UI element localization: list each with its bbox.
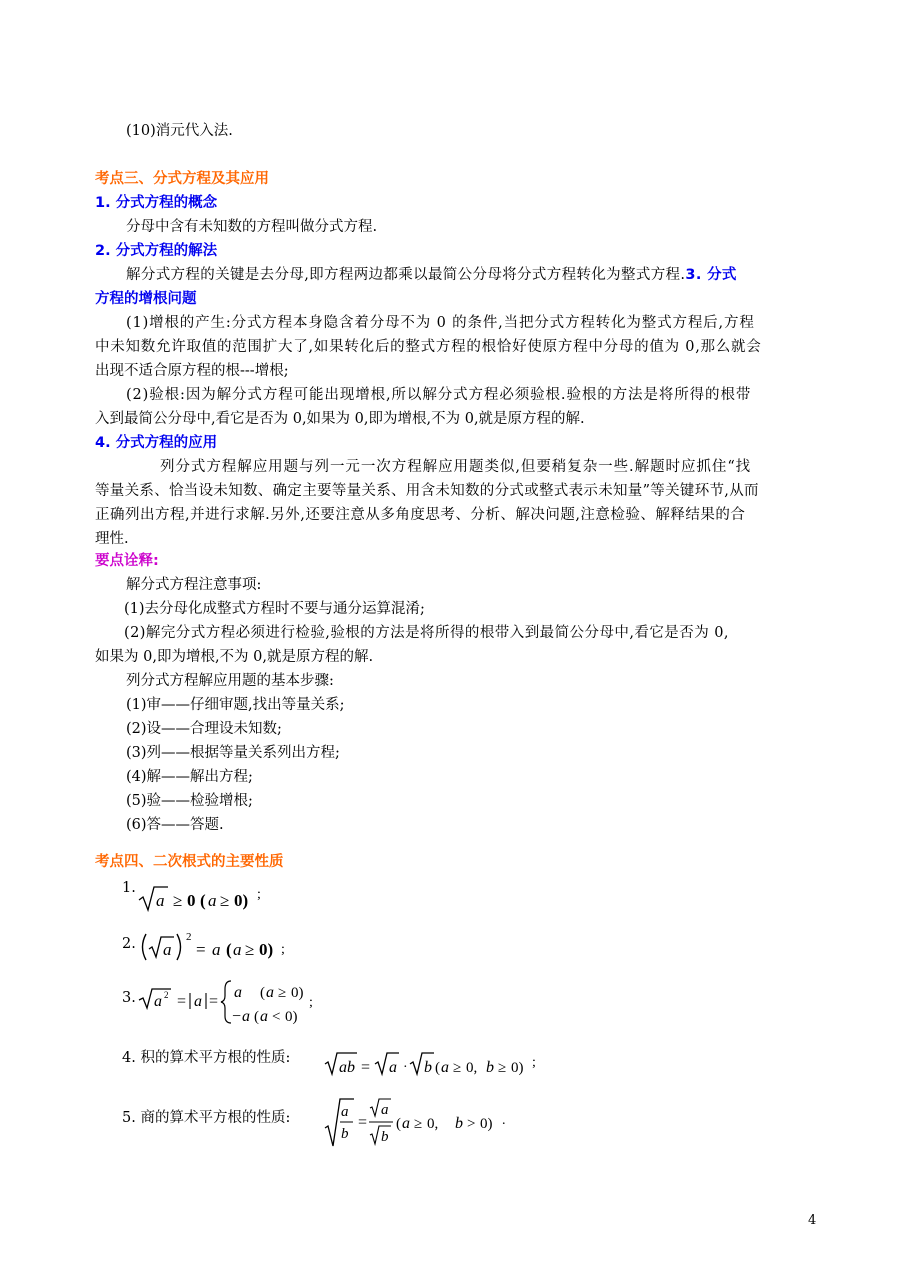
svg-text:=: = xyxy=(358,1114,368,1131)
page-number: 4 xyxy=(808,1213,817,1228)
svg-text:0): 0) xyxy=(234,891,249,910)
subheading-concept: 1. 分式方程的概念 xyxy=(95,195,218,211)
svg-text:b: b xyxy=(455,1115,463,1132)
svg-text:=: = xyxy=(177,993,187,1010)
step-item: (6)答——答题. xyxy=(126,817,224,833)
formula-5-graphic xyxy=(324,1094,574,1152)
step-item: (1)审——仔细审题,找出等量关系; xyxy=(126,697,345,713)
svg-text:>: > xyxy=(467,1116,476,1132)
svg-text:;: ; xyxy=(257,887,261,902)
svg-text:≥: ≥ xyxy=(245,940,255,959)
section-heading-3: 考点三、分式方程及其应用 xyxy=(95,171,269,187)
formula-number: 3. xyxy=(122,990,136,1006)
svg-text:=: = xyxy=(209,993,219,1010)
svg-text:≥: ≥ xyxy=(173,891,183,910)
svg-text:=: = xyxy=(196,940,206,959)
svg-text:·: · xyxy=(403,1060,408,1075)
svg-text:;: ; xyxy=(532,1055,536,1070)
svg-text:≥: ≥ xyxy=(220,891,230,910)
svg-text:2: 2 xyxy=(186,931,192,943)
formula-2 xyxy=(122,926,322,966)
svg-text:(: ( xyxy=(254,1009,259,1025)
formula-label: 4. 积的算术平方根的性质: xyxy=(122,1050,291,1066)
svg-text:0): 0) xyxy=(511,1060,524,1076)
formula-5 xyxy=(122,1094,582,1152)
svg-text:0): 0) xyxy=(285,1009,298,1025)
formula-4-graphic xyxy=(324,1044,574,1084)
text-line: 理性. xyxy=(95,531,129,547)
svg-text:≥: ≥ xyxy=(453,1060,462,1076)
svg-text:.: . xyxy=(502,1113,506,1128)
text-line: 解分式方程注意事项: xyxy=(126,577,262,593)
formula-2-graphic xyxy=(136,926,296,966)
svg-text:a: a xyxy=(266,984,274,1001)
svg-text:a: a xyxy=(208,891,217,910)
svg-text:a: a xyxy=(156,891,165,910)
svg-text:(: ( xyxy=(396,1116,401,1132)
svg-text:(: ( xyxy=(260,985,265,1001)
svg-text:b: b xyxy=(486,1059,494,1076)
formula-number: 2. xyxy=(122,936,136,952)
formula-1 xyxy=(122,878,322,918)
formula-1-graphic xyxy=(136,878,286,918)
text-line: 正确列出方程,并进行求解.另外,还要注意从多角度思考、分析、解决问题,注意检验、解释结果的合 xyxy=(95,507,746,523)
svg-text:a: a xyxy=(163,940,172,959)
svg-text:a: a xyxy=(154,993,162,1010)
svg-text:a: a xyxy=(242,1008,250,1025)
svg-text:b: b xyxy=(381,1129,389,1145)
subheading-extraneous-root-end: 方程的增根问题 xyxy=(95,291,197,307)
svg-text:2: 2 xyxy=(164,990,169,1000)
text-line: 等量关系、恰当设未知数、确定主要等量关系、用含未知数的分式或整式表示未知量”等关键环节,从而 xyxy=(95,483,759,499)
text-line: 列分式方程解应用题与列一元一次方程解应用题类似,但要稍复杂一些.解题时应抓住“找 xyxy=(160,459,752,475)
step-item: (2)设——合理设未知数; xyxy=(126,721,282,737)
svg-text:0,: 0, xyxy=(427,1116,439,1132)
paragraph-text: 解分式方程的关键是去分母,即方程两边都乘以最简公分母将分式方程转化为整式方程. xyxy=(126,267,686,283)
svg-text:a: a xyxy=(233,940,242,959)
svg-text:(: ( xyxy=(226,940,232,959)
svg-text:a: a xyxy=(441,1059,449,1076)
text-line: (2)验根:因为解分式方程可能出现增根,所以解分式方程必须验根.验根的方法是将所得的根带 xyxy=(126,387,752,403)
step-item: (3)列——根据等量关系列出方程; xyxy=(126,745,340,761)
text-line: 列分式方程解应用题的基本步骤: xyxy=(126,673,334,689)
svg-text:(: ( xyxy=(435,1060,440,1076)
subheading-extraneous-root-start: 3. 分式 xyxy=(685,267,737,283)
svg-text:a: a xyxy=(381,1102,389,1118)
subheading-solution: 2. 分式方程的解法 xyxy=(95,243,218,259)
svg-text:b: b xyxy=(424,1059,432,1076)
svg-text:≥: ≥ xyxy=(498,1060,507,1076)
svg-text:≥: ≥ xyxy=(278,985,287,1001)
svg-text:≥: ≥ xyxy=(414,1116,423,1132)
svg-text:;: ; xyxy=(309,995,313,1010)
svg-text:0): 0) xyxy=(291,985,304,1001)
svg-text:a: a xyxy=(234,984,242,1001)
svg-text:−: − xyxy=(232,1008,242,1025)
svg-text:(: ( xyxy=(200,891,206,910)
svg-text:=: = xyxy=(361,1059,371,1076)
text-line: 入到最简公分母中,看它是否为 0,如果为 0,即为增根,不为 0,就是原方程的解. xyxy=(95,411,585,427)
svg-text:a: a xyxy=(341,1104,349,1120)
text-line: 出现不适合原方程的根---增根; xyxy=(95,363,289,379)
text-line: 如果为 0,即为增根,不为 0,就是原方程的解. xyxy=(95,649,374,665)
svg-text:a: a xyxy=(402,1115,410,1132)
formula-number: 1. xyxy=(122,880,136,896)
text-line: (2)解完分式方程必须进行检验,验根的方法是将所得的根带入到最简公分母中,看它是否为 0, xyxy=(124,625,729,641)
formula-4 xyxy=(122,1044,582,1084)
text-line: 分母中含有未知数的方程叫做分式方程. xyxy=(126,219,378,235)
svg-text:ab: ab xyxy=(339,1059,355,1076)
svg-text:0: 0 xyxy=(187,891,196,910)
note-heading: 要点诠释: xyxy=(95,553,159,569)
svg-text:0): 0) xyxy=(259,940,274,959)
svg-text:a: a xyxy=(212,940,221,959)
svg-text:0,: 0, xyxy=(466,1060,478,1076)
svg-text:a: a xyxy=(389,1059,397,1076)
svg-text:b: b xyxy=(341,1126,349,1142)
section-heading-4: 考点四、二次根式的主要性质 xyxy=(95,854,284,870)
svg-text:a: a xyxy=(194,993,202,1010)
svg-text:;: ; xyxy=(281,942,285,957)
svg-text:0): 0) xyxy=(480,1116,493,1132)
text-line: (1)增根的产生:分式方程本身隐含着分母不为 0 的条件,当把分式方程转化为整式方程后,方程 xyxy=(126,315,755,331)
formula-label: 5. 商的算术平方根的性质: xyxy=(122,1110,291,1126)
text-line: (1)去分母化成整式方程时不要与通分运算混淆; xyxy=(124,601,425,617)
step-item: (5)验——检验增根; xyxy=(126,793,253,809)
svg-text:<: < xyxy=(272,1009,281,1025)
text-line: (10)消元代入法. xyxy=(126,123,233,139)
text-line xyxy=(126,263,817,287)
formula-3 xyxy=(122,976,342,1032)
svg-text:a: a xyxy=(260,1008,268,1025)
text-line: 中未知数允许取值的范围扩大了,如果转化后的整式方程的根恰好使原方程中分母的值为 0,那么就会 xyxy=(95,339,762,355)
formula-3-graphic xyxy=(136,976,336,1032)
subheading-application: 4. 分式方程的应用 xyxy=(95,435,218,451)
step-item: (4)解——解出方程; xyxy=(126,769,253,785)
